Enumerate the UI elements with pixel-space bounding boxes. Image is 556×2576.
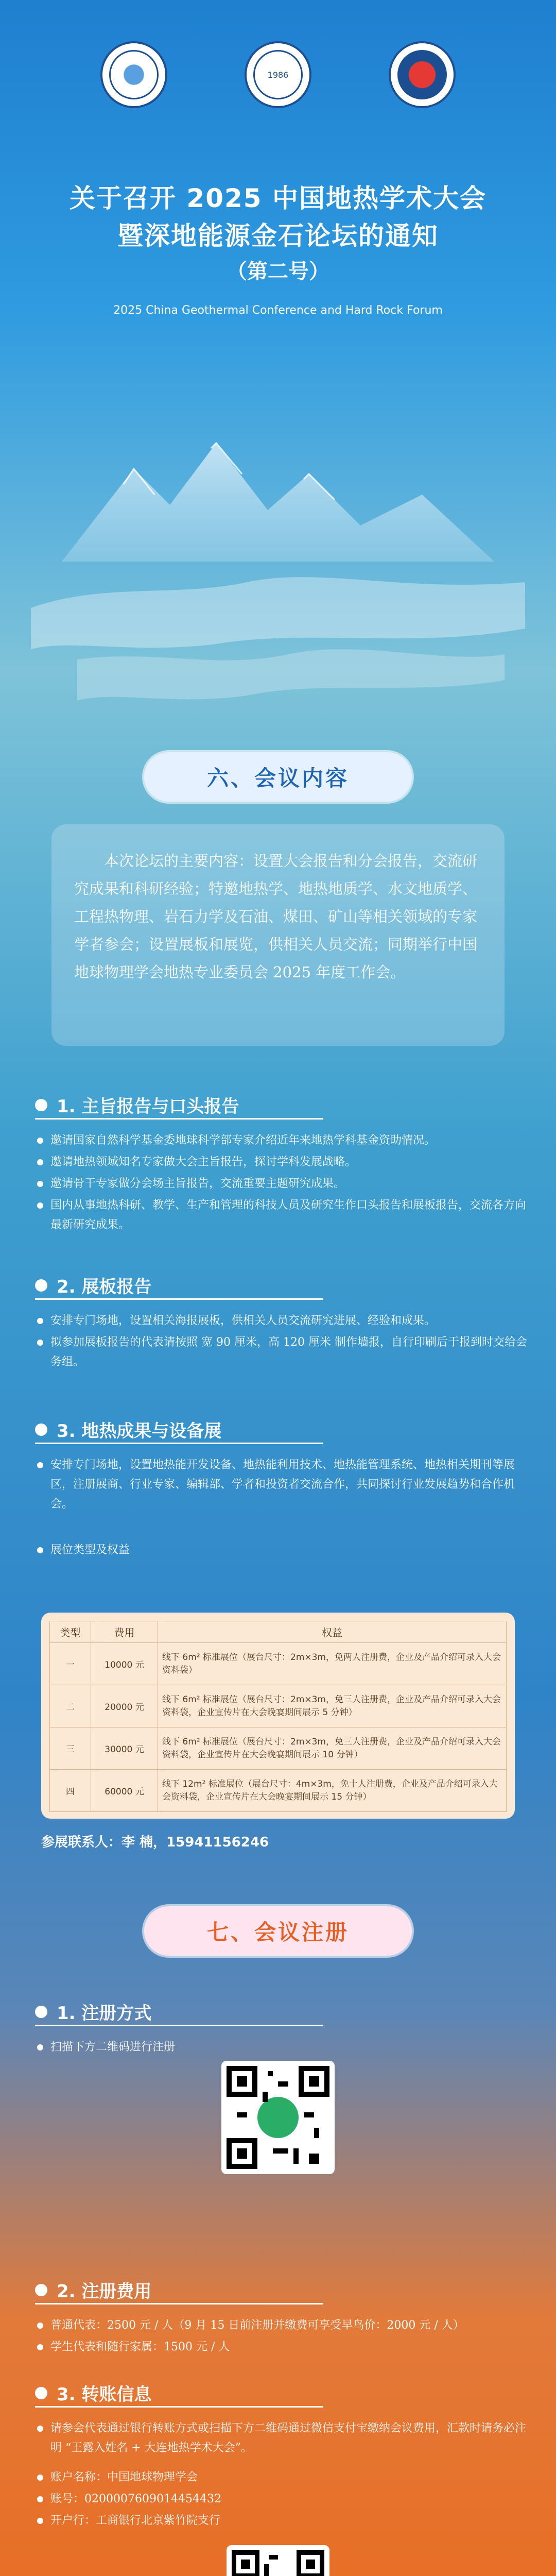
- list-item: 请参会代表通过银行转账方式或扫描下方二维码通过微信支付宝缴纳会议费用，汇款时请务必注明 “王露入姓名 + 大连地热学术大会”。: [37, 2419, 531, 2458]
- section-7-pill: 七、会议注册: [144, 1906, 412, 1956]
- table-header: 权益: [158, 1621, 507, 1643]
- divider: [35, 2025, 323, 2026]
- logo-1-icon: [100, 41, 167, 108]
- cell-fee: 10000 元: [91, 1643, 158, 1685]
- bullet-dot-icon: [35, 2387, 47, 2399]
- list-item: 邀请地热领域知名专家做大会主旨报告，探讨学科发展战略。: [37, 1153, 531, 1172]
- title-line-2: 暨深地能源金石论坛的通知: [117, 221, 439, 251]
- bullet-dot-icon: [35, 2284, 47, 2296]
- title-line-1: 关于召开 2025 中国地热学术大会: [70, 183, 486, 213]
- cell-fee: 20000 元: [91, 1685, 158, 1727]
- table-header: 费用: [91, 1621, 158, 1643]
- list-item: 国内从事地热科研、教学、生产和管理的科技人员及研究生作口头报告和展板报告，交流各方向最新研究成果。: [37, 1196, 531, 1235]
- bullet-dot-icon: [35, 2006, 47, 2018]
- cell-fee: 30000 元: [91, 1727, 158, 1770]
- logo-3-icon: [389, 41, 456, 108]
- fee-heading: [35, 2277, 151, 2302]
- intro-box: [51, 824, 505, 1046]
- table-header: 类型: [50, 1621, 91, 1643]
- subsection-3-heading: [35, 1417, 221, 1442]
- list-item: 普通代表：2500 元 / 人（9 月 15 日前注册并缴费可享受早鸟价：2000 元 / 人）: [37, 2316, 531, 2335]
- bullet-dot-icon: [35, 1279, 47, 1292]
- logo-row: [0, 41, 556, 108]
- list-item: 学生代表和随行家属：1500 元 / 人: [37, 2337, 531, 2357]
- list-item: 开户行：工商银行北京紫竹院支行: [37, 2511, 531, 2531]
- list-item: 账号：0200007609014454432: [37, 2489, 531, 2509]
- registration-qr-code-icon[interactable]: [221, 2061, 335, 2174]
- bullet-dot-icon: [35, 1099, 47, 1111]
- divider: [35, 1118, 323, 1120]
- section-6-pill: 六、会议内容: [144, 752, 412, 802]
- intro-text: 本次论坛的主要内容：设置大会报告和分会报告，交流研究成果和科研经验；特邀地热学、地热地质学、水文地质学、工程热物理、岩石力学及石油、煤田、矿山等相关领域的专家学者参会；设置展板和展览，供相关人员交流；同期举行中国地球物理学会地热专业委员会 2025 年度工作会。: [74, 852, 478, 981]
- subsection-2-heading: [35, 1273, 151, 1298]
- list-item: 安排专门场地，设置地热能开发设备、地热能利用技术、地热能管理系统、地热相关期刊等展区，注册展商、行业专家、编辑部、学者和投资者交流合作，共同探讨行业发展趋势和合作机会。: [37, 1455, 531, 1514]
- register-heading: [35, 1999, 151, 2024]
- table-row: [50, 1727, 507, 1770]
- qr-pattern-icon: [227, 2066, 329, 2169]
- list-item: 邀请国家自然科学基金委地球科学部专家介绍近年来地热学科基金资助情况。: [37, 1131, 531, 1150]
- table-row: [50, 1643, 507, 1685]
- list-item: 拟参加展板报告的代表请按照 宽 90 厘米，高 120 厘米 制作墙报，自行印刷后于报到时交给会务组。: [37, 1333, 531, 1372]
- subsection-1-heading: [35, 1092, 239, 1117]
- cell-type: 三: [50, 1727, 91, 1770]
- english-subtitle: 2025 China Geothermal Conference and Hard Rock Forum: [113, 304, 443, 317]
- cell-rights: 线下 6m² 标准展位（展台尺寸：2m×3m，免两人注册费，企业及产品介绍可录入大会资料袋）: [158, 1643, 507, 1685]
- title-line-3: （第二号）: [227, 260, 329, 283]
- register-title: 1. 注册方式: [57, 2003, 152, 2024]
- fee-title: 2. 注册费用: [57, 2281, 152, 2302]
- divider: [35, 1443, 323, 1444]
- divider: [35, 2406, 323, 2408]
- list-item: 扫描下方二维码进行注册: [37, 2038, 531, 2057]
- subsection-3-title: 3. 地热成果与设备展: [57, 1421, 222, 1442]
- list-item: 安排专门场地，设置相关海报展板，供相关人员交流研究进展、经验和成果。: [37, 1311, 531, 1331]
- cell-type: 二: [50, 1685, 91, 1727]
- cell-rights: 线下 6m² 标准展位（展台尺寸：2m×3m，免三人注册费，企业及产品介绍可录入大会资料袋，企业宣传片在大会晚宴期间展示 10 分钟）: [158, 1727, 507, 1770]
- logo-2-icon: [245, 41, 311, 108]
- booth-table: [49, 1621, 507, 1812]
- payment-qr-code-icon[interactable]: [227, 2545, 329, 2576]
- list-item: 展位类型及权益: [37, 1540, 531, 1560]
- table-row: [50, 1685, 507, 1727]
- cell-fee: 60000 元: [91, 1770, 158, 1812]
- table-row: [50, 1770, 507, 1812]
- list-item: 账户名称：中国地球物理学会: [37, 2468, 531, 2487]
- list-item: 邀请骨干专家做分会场主旨报告，交流重要主题研究成果。: [37, 1174, 531, 1194]
- mountain-illustration: [0, 340, 556, 752]
- transfer-heading: [35, 2380, 151, 2405]
- bullet-dot-icon: [35, 1423, 47, 1436]
- subsection-1-title: 1. 主旨报告与口头报告: [57, 1096, 239, 1117]
- divider: [35, 2303, 323, 2304]
- logo-2-year: 1986: [253, 50, 303, 99]
- exhibit-contact: 参展联系人：李 楠，15941156246: [41, 1835, 269, 1850]
- cell-type: 四: [50, 1770, 91, 1812]
- qr-pattern-icon: [232, 2550, 324, 2576]
- cell-rights: 线下 12m² 标准展位（展台尺寸：4m×3m，免十人注册费，企业及产品介绍可录入大会资料袋，企业宣传片在大会晚宴期间展示 15 分钟）: [158, 1770, 507, 1812]
- subsection-2-title: 2. 展板报告: [57, 1277, 152, 1297]
- booth-table-container: [41, 1613, 515, 1819]
- transfer-title: 3. 转账信息: [57, 2384, 152, 2405]
- cell-type: 一: [50, 1643, 91, 1685]
- cell-rights: 线下 6m² 标准展位（展台尺寸：2m×3m，免三人注册费，企业及产品介绍可录入大会资料袋，企业宣传片在大会晚宴期间展示 5 分钟）: [158, 1685, 507, 1727]
- divider: [35, 1298, 323, 1300]
